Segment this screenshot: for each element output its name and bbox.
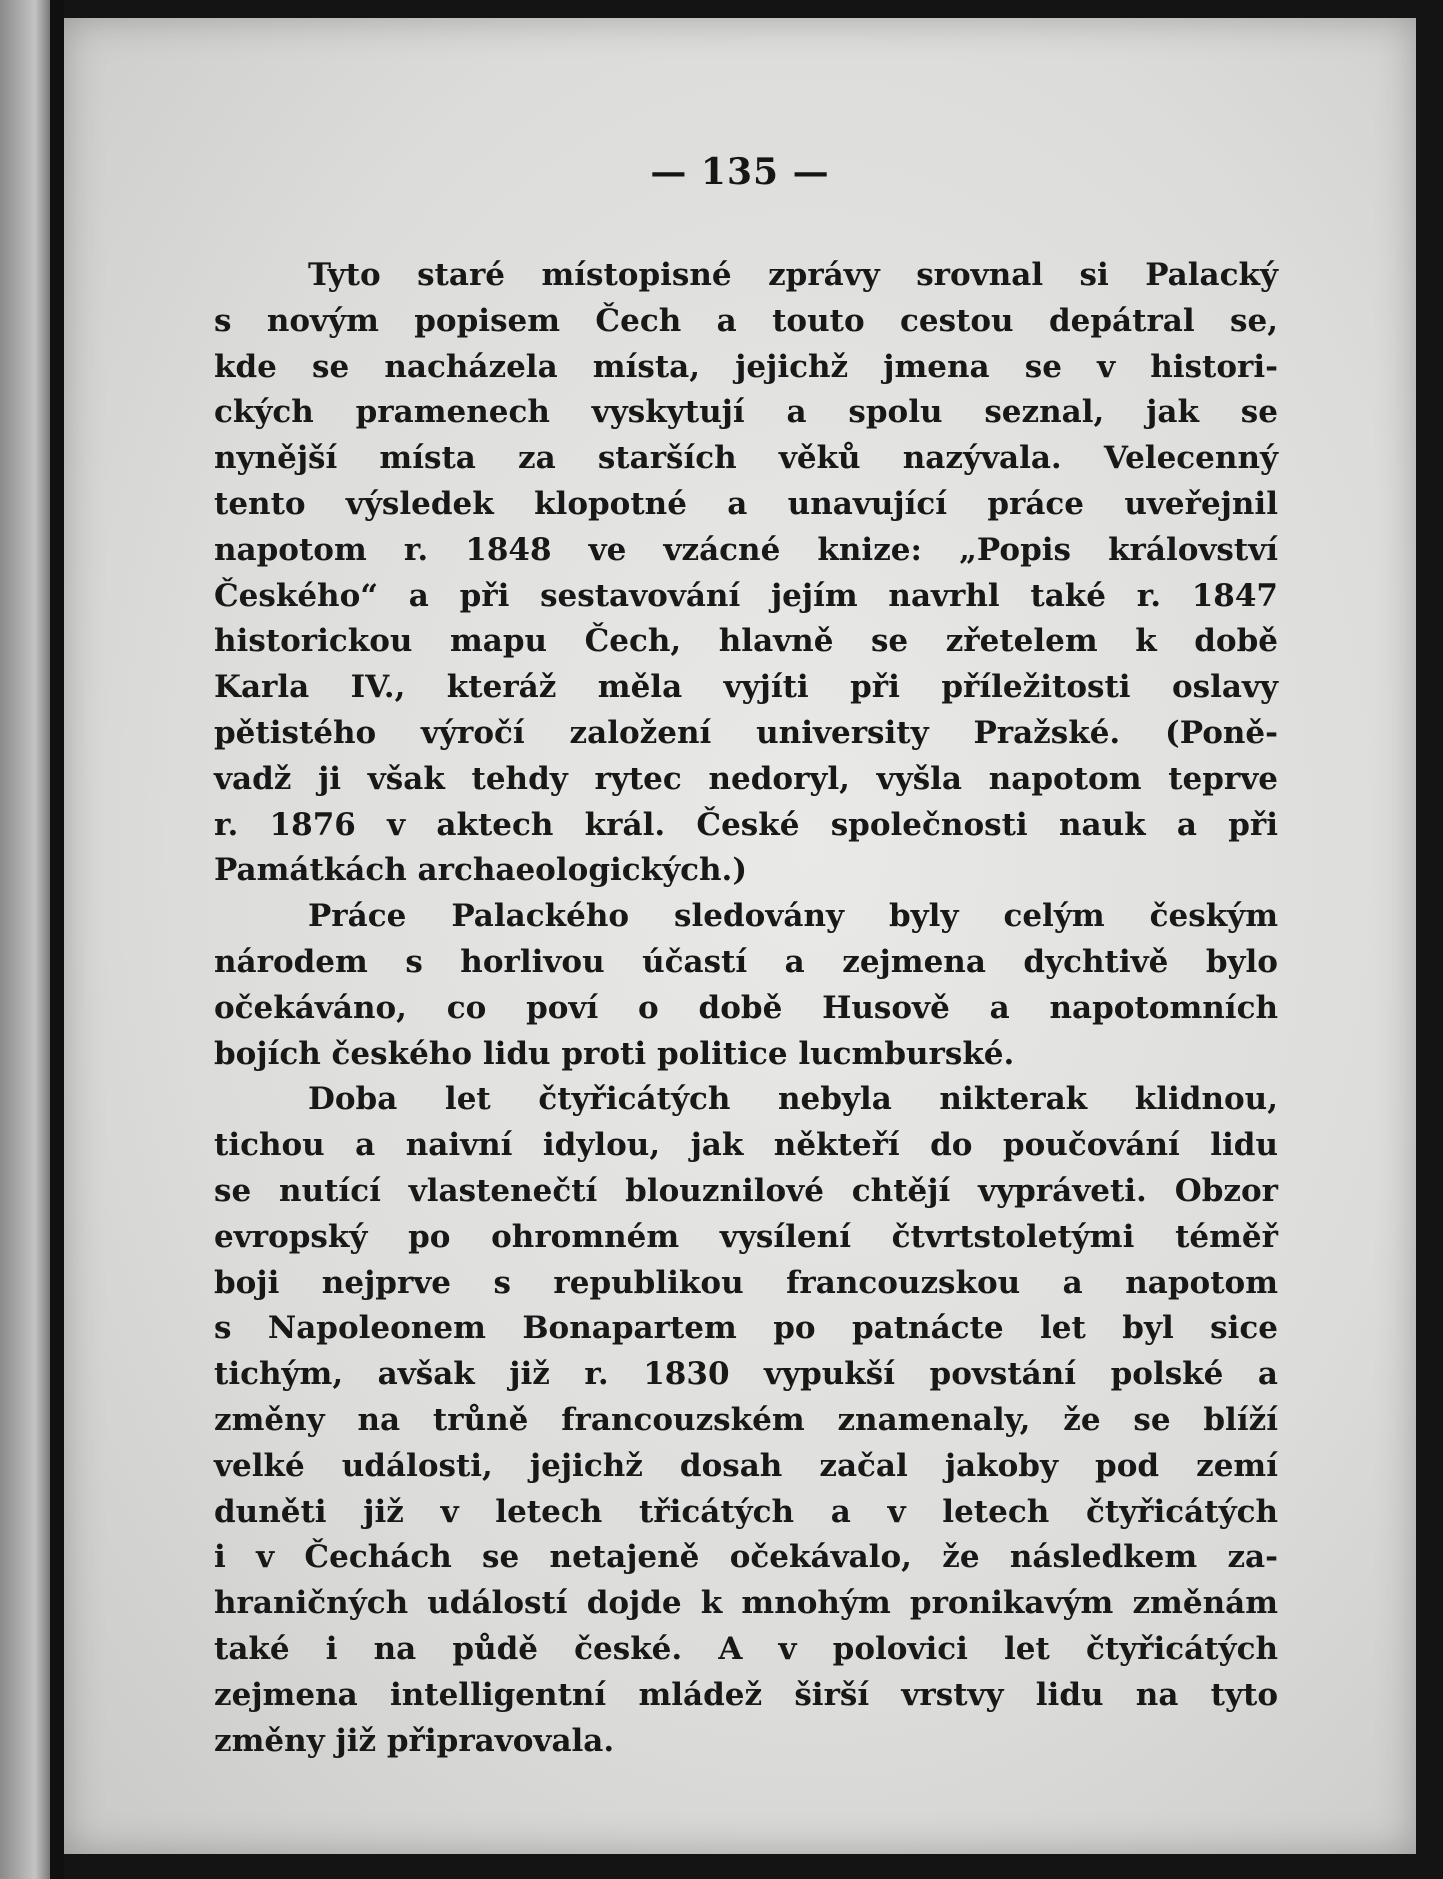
- paragraph: [214, 894, 1278, 1077]
- text-line: ckých pramenech vyskytují a spolu seznal, jak se: [214, 394, 1278, 431]
- text-line: Českého“ a při sestavování jejím navrhl také r. 1847: [214, 577, 1278, 614]
- book-spine: [50, 0, 64, 1879]
- text-line: Doba let čtyřicátých nebyla nikterak klidnou,: [308, 1081, 1278, 1118]
- text-line: bojích českého lidu proti politice lucmburské.: [214, 1035, 1015, 1072]
- page-sheet: [64, 18, 1416, 1854]
- text-line: Karla IV., kteráž měla vyjíti při příležitosti oslavy: [214, 669, 1278, 706]
- text-line: se nutící vlastenečtí blouznilové chtějí vypráveti. Obzor: [214, 1172, 1278, 1209]
- text-line: změny již připravovala.: [214, 1722, 615, 1759]
- text-line: duněti již v letech třicátých a v letech čtyřicátých: [214, 1493, 1278, 1530]
- text-line: zejmena intelligentní mládež širší vrstvy lidu na tyto: [214, 1676, 1278, 1713]
- text-line: hraničných událostí dojde k mnohým pronikavým změnám: [214, 1585, 1278, 1622]
- text-line: Památkách archaeologických.): [214, 852, 748, 889]
- facing-page-edge: [0, 0, 50, 1879]
- text-line: Práce Palackého sledovány byly celým českým: [308, 898, 1278, 935]
- text-line: s novým popisem Čech a touto cestou depátral se,: [214, 302, 1278, 339]
- text-line: národem s horlivou účastí a zejmena dychtivě bylo: [214, 943, 1278, 980]
- text-line: změny na trůně francouzském znamenaly, že se blíží: [214, 1401, 1278, 1438]
- text-line: velké události, jejichž dosah začal jakoby pod zemí: [214, 1447, 1278, 1484]
- text-line: pětistého výročí založení university Pražské. (Poně-: [214, 714, 1278, 751]
- body-text: [214, 253, 1278, 1764]
- text-line: očekáváno, co poví o době Husově a napotomních: [214, 989, 1278, 1026]
- text-line: tichým, avšak již r. 1830 vypukší povstání polské a: [214, 1356, 1278, 1393]
- text-line: r. 1876 v aktech král. České společnosti nauk a při: [214, 806, 1278, 843]
- text-line: i v Čechách se netajeně očekávalo, že následkem za-: [214, 1539, 1278, 1576]
- text-line: evropský po ohromném vysílení čtvrtstoletými téměř: [214, 1218, 1278, 1255]
- text-line: napotom r. 1848 ve vzácné knize: „Popis království: [214, 531, 1278, 568]
- text-line: kde se nacházela místa, jejichž jmena se v histori-: [214, 348, 1278, 385]
- text-line: tichou a naivní idylou, jak někteří do poučování lidu: [214, 1127, 1278, 1164]
- text-line: tento výsledek klopotné a unavující práce uveřejnil: [214, 485, 1278, 522]
- text-line: nynější místa za starších věků nazývala. Velecenný: [214, 440, 1278, 477]
- paragraph: [214, 1077, 1278, 1764]
- text-line: vadž ji však tehdy rytec nedoryl, vyšla napotom teprve: [214, 760, 1278, 797]
- page-number: — 135 —: [650, 151, 830, 193]
- text-line: historickou mapu Čech, hlavně se zřetelem k době: [214, 623, 1278, 660]
- text-line: také i na půdě české. A v polovici let čtyřicátých: [214, 1630, 1278, 1667]
- text-line: s Napoleonem Bonapartem po patnácte let byl sice: [214, 1310, 1278, 1347]
- text-line: boji nejprve s republikou francouzskou a napotom: [214, 1264, 1278, 1301]
- text-line: Tyto staré místopisné zprávy srovnal si Palacký: [308, 257, 1278, 293]
- paragraph: [214, 253, 1278, 894]
